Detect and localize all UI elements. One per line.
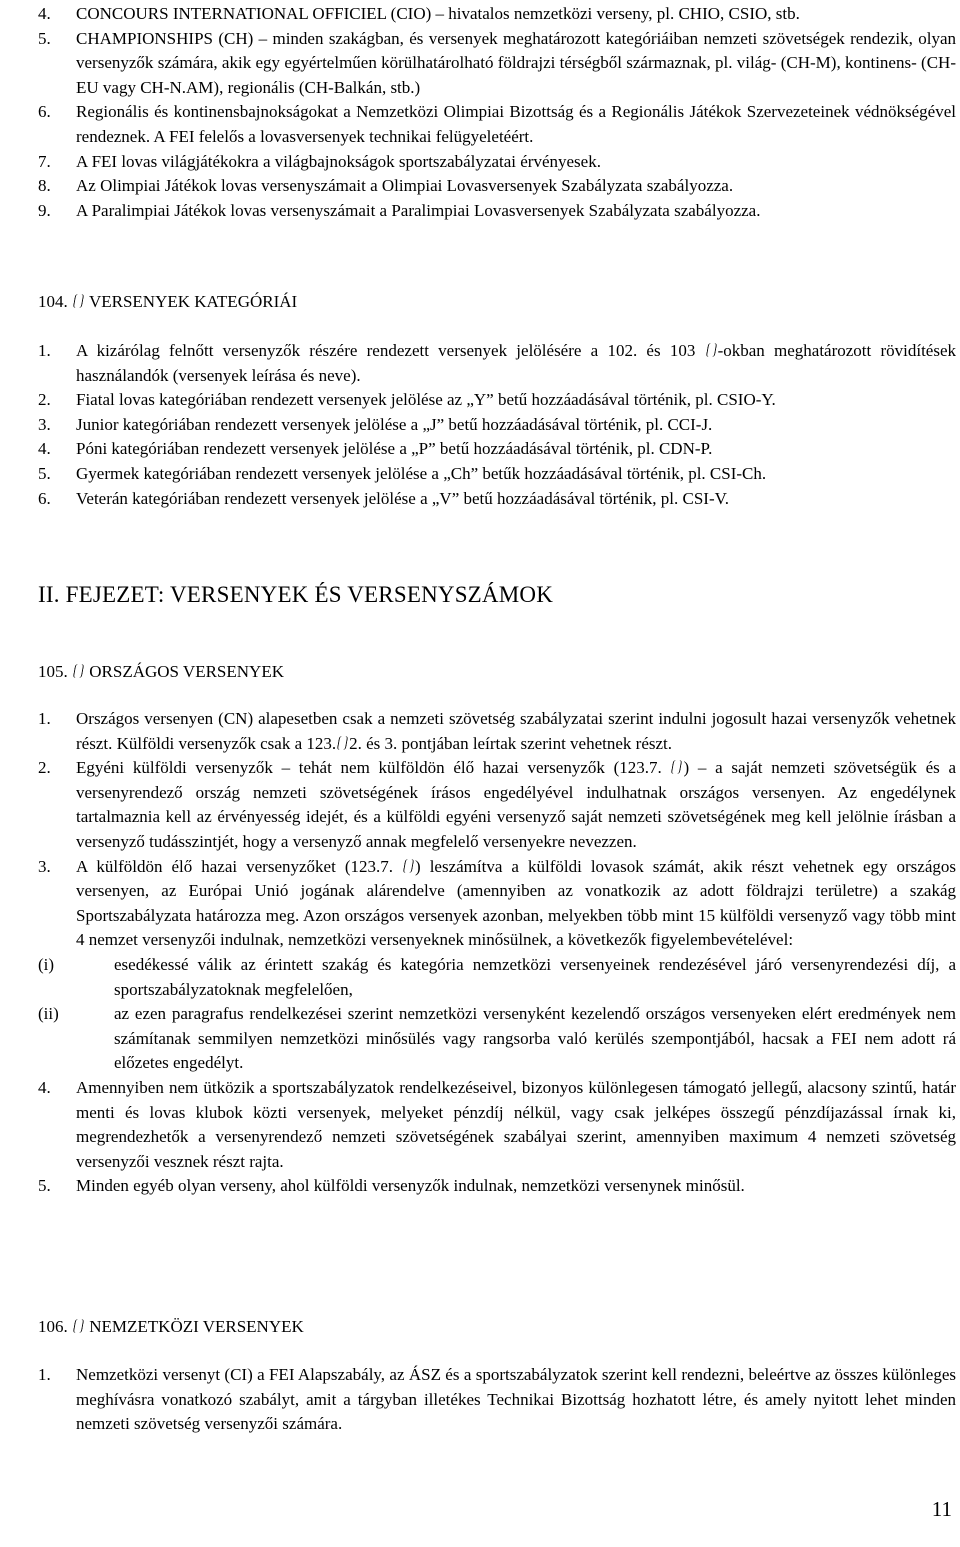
list-item	[38, 437, 956, 462]
section-number: 106.	[38, 1317, 68, 1336]
section-sign-icon	[337, 736, 348, 750]
item-number: 4.	[38, 4, 51, 23]
list-item	[38, 199, 956, 224]
item-text: Regionális és kontinensbajnokságokat a Nemzetközi Olimpiai Bizottság és a Regionális Játékok Szervezeteinek védnökségével rendeznek. A FEI felelős a lovasversenyek technikai felügyeletéért.	[76, 102, 956, 146]
section-sign-icon	[73, 1319, 84, 1333]
item-text: A külföldön élő hazai versenyzőket (123.7.	[76, 856, 393, 876]
sub-item-number: (ii)	[38, 1004, 59, 1024]
item-number: 7.	[38, 151, 51, 171]
item-text-cont: ) – a saját nemzeti szövetségük és a versenyrendező ország nemzeti szövetségének írásos engedélyével indulhatnak országos versenyen. Az engedélynek tartalmaznia kell az érvényesség idejét, és a külföldi egyéni versenyző saját nemzeti szövetségének meg kell jelölnie írásban a versenyző tudásszintjét, hogy a versenyző annak megfelelő versenyekre nevezzen.	[76, 758, 957, 851]
item-number: 1.	[38, 1365, 51, 1384]
list-item	[38, 174, 956, 199]
item-text: Országos versenyen (CN) alapesetben csak a nemzeti szövetség szabályzatai szerint indulni jogosult hazai versenyzők vehetnek részt. Külföldi versenyzők csak a 123.	[76, 709, 956, 753]
list-item	[38, 388, 956, 413]
item-number: 3.	[38, 856, 51, 876]
section-heading-104	[38, 290, 297, 315]
item-number: 8.	[38, 176, 51, 196]
list-item	[38, 1363, 956, 1437]
list-item	[38, 707, 956, 756]
item-number: 6.	[38, 102, 51, 122]
list-item	[38, 150, 956, 175]
item-text-cont: -okban meghatározott rövidítések használandók (versenyek leírása és neve).	[76, 341, 957, 385]
sub-item-text: esedékessé válik az érintett szakág és kategória nemzetközi versenyeinek rendezésével járó versenyrendezési díj, a sportszabályzatoknak megfelelően,	[114, 954, 956, 999]
sub-item	[38, 1002, 956, 1076]
list-item	[38, 487, 956, 512]
section-title: NEMZETKÖZI VERSENYEK	[89, 1317, 304, 1336]
item-text: A Paralimpiai Játékok lovas versenyszámait a Paralimpiai Lovasversenyek Szabályzata szabályozza.	[76, 200, 761, 220]
list-item	[38, 855, 956, 953]
item-text: Nemzetközi versenyt (CI) a FEI Alapszabály, az ÁSZ és a sportszabályzatok szerint kell rendezni, beleértve az összes különleges meghívásra vonatkozó szabályt, amit a tárgyban illetékes Technikai Bizottság hozhatott létre, és amely nyitott lehet minden nemzeti szövetség versenyzői számára.	[76, 1365, 956, 1434]
page-number: 11	[931, 1497, 952, 1521]
item-number: 2.	[38, 390, 51, 410]
list-item	[38, 27, 956, 101]
item-text: A FEI lovas világjátékokra a világbajnokságok sportszabályzatai érvényesek.	[76, 151, 601, 171]
item-text: Egyéni külföldi versenyzők – tehát nem külföldön élő hazai versenyzők (123.7.	[76, 758, 662, 778]
item-text: CONCOURS INTERNATIONAL OFFICIEL (CIO) – hivatalos nemzetközi verseny, pl. CHIO, CSIO, stb.	[76, 4, 800, 23]
section-sign-icon	[73, 294, 84, 308]
item-text: Minden egyéb olyan verseny, ahol külföldi versenyzők indulnak, nemzetközi versenynek minősül.	[76, 1176, 745, 1196]
item-text: A kizárólag felnőtt versenyzők részére rendezett versenyek jelölésére a 102. és 103	[76, 341, 696, 360]
list-item	[38, 100, 956, 149]
item-text: Póni kategóriában rendezett versenyek jelölése a „P” betű hozzáadásával történik, pl. CDN-P.	[76, 439, 713, 459]
section-sign-icon	[403, 859, 414, 873]
item-number: 9.	[38, 200, 51, 220]
list-item	[38, 1076, 956, 1174]
item-text-cont: ) leszámítva a külföldi lovasok számát, akik részt vehetnek egy országos versenyen, az Európai Unió jogának alárendelve (amennyiben az vonatkozik az adott földrajzi területre) a szakág Sportszabályzata határozza meg. Azon országos versenyek azonban, melyekben több mint 15 külföldi versenyző vagy több mint 4 nemzet versenyzői indulnak, nemzetközi versenyeknek minősülnek, a következők figyelembevételével:	[76, 856, 957, 950]
competition-types-list	[38, 2, 956, 223]
list-item	[38, 462, 956, 487]
section-heading-106	[38, 1315, 304, 1340]
list-item	[38, 339, 956, 388]
sub-item-number: (i)	[38, 954, 55, 974]
item-text-cont: 2. és 3. pontjában leírtak szerint vehetnek részt.	[349, 733, 673, 753]
categories-list	[38, 339, 956, 511]
international-competitions-list	[38, 1363, 956, 1437]
item-text: Gyermek kategóriában rendezett versenyek jelölése a „Ch” betűk hozzáadásával történik, pl. CSI-Ch.	[76, 463, 767, 483]
section-number: 104.	[38, 292, 68, 311]
item-number: 5.	[38, 1176, 51, 1196]
list-item	[38, 413, 956, 438]
section-sign-icon	[73, 664, 84, 678]
item-text: Junior kategóriában rendezett versenyek jelölése a „J” betű hozzáadásával történik, pl. CCI-J.	[76, 414, 713, 434]
item-number: 3.	[38, 414, 51, 434]
section-number: 105.	[38, 662, 68, 681]
section-sign-icon	[671, 760, 682, 774]
sub-item-text: az ezen paragrafus rendelkezései szerint nemzetközi versenyként kezelendő országos versenyeken elért eredmények nem számítanak semmilyen nemzetközi minősülés vagy rangsorba való kerülés szempontjából, hacsak a FEI nem adott rá előzetes engedélyt.	[114, 1004, 956, 1073]
item-number: 4.	[38, 439, 51, 459]
national-competitions-list	[38, 707, 956, 1199]
item-number: 1.	[38, 341, 51, 360]
section-title: VERSENYEK KATEGÓRIÁI	[88, 292, 298, 311]
list-item	[38, 756, 956, 854]
list-item	[38, 1174, 956, 1199]
item-number: 5.	[38, 28, 51, 48]
list-item	[38, 2, 956, 27]
section-heading-105	[38, 660, 284, 685]
item-text: Az Olimpiai Játékok lovas versenyszámait a Olimpiai Lovasversenyek Szabályzata szabályozza.	[76, 176, 734, 196]
section-sign-icon	[705, 343, 716, 357]
item-text: Amennyiben nem ütközik a sportszabályzatok rendelkezéseivel, bizonyos különlegesen támogató jellegű, alacsony szintű, határ menti és lovas klubok közti versenyek, melyeket pénzdíj nélkül, vagy csak jelképes összegű pénzdíjazással írnak ki, megrendezhetők a versenyrendező nemzeti szövetségének szabályai szerint, amennyiben maximum 4 nemzeti szövetség versenyzői vesznek részt rajta.	[76, 1077, 956, 1171]
item-number: 4.	[38, 1077, 51, 1097]
sub-item	[38, 953, 956, 1002]
item-number: 5.	[38, 463, 51, 483]
item-number: 6.	[38, 488, 51, 508]
item-text: Veterán kategóriában rendezett versenyek jelölése a „V” betű hozzáadásával történik, pl. CSI-V.	[76, 488, 729, 508]
section-title: ORSZÁGOS VERSENYEK	[89, 662, 284, 681]
chapter-heading: II. FEJEZET: VERSENYEK ÉS VERSENYSZÁMOK	[38, 582, 554, 607]
item-text: Fiatal lovas kategóriában rendezett versenyek jelölése az „Y” betű hozzáadásával történik, pl. CSIO-Y.	[76, 390, 776, 410]
item-number: 2.	[38, 758, 51, 778]
item-number: 1.	[38, 709, 51, 728]
item-text: CHAMPIONSHIPS (CH) – minden szakágban, és versenyek meghatározott kategóriáiban nemzeti szövetségek rendezik, olyan versenyzők számára, akik egy egyértelműen körülhatárolható földrajzi térségből származnak, pl. világ- (CH-M), kontinens- (CH-EU vagy CH-N.AM), regionális (CH-Balkán, stb.)	[76, 28, 956, 97]
